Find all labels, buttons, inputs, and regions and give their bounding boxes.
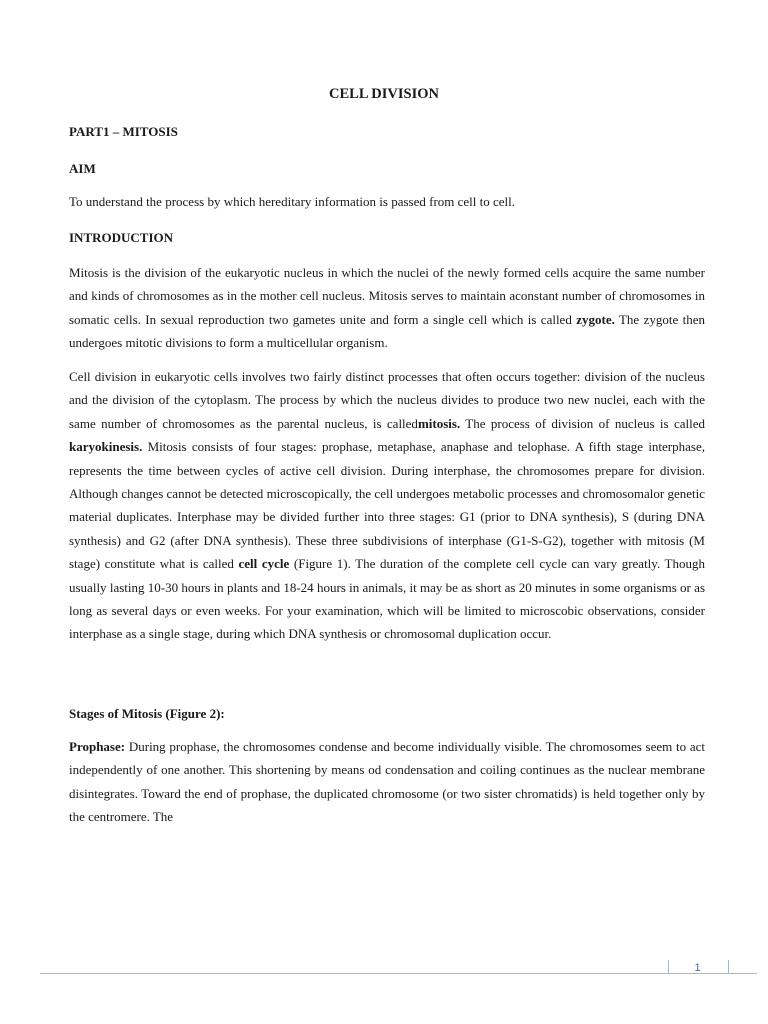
prophase-text: During prophase, the chromosomes condense and become individually visible. The chromosomes seem to act independently of one another. This shortening by means od condensation and coiling continues as the nuclear membrane disintegrates. Toward the end of prophase, the duplicated chromosome (or two sister chromatids) is held together only by the centromere. The [69,739,705,825]
aim-heading: AIM [69,161,96,176]
prophase-label: Prophase: [69,739,126,754]
introduction-heading: INTRODUCTION [69,230,174,245]
cell-cycle-term: cell cycle [238,556,290,572]
karyokinesis-term: karyokinesis. [69,439,143,455]
part-heading: PART1 – MITOSIS [69,124,178,139]
intro-p2-text-c: The process of division of nucleus is called [460,415,705,431]
zygote-term: zygote. [576,311,615,327]
document-title: CELL DIVISION [329,86,439,102]
intro-p2-text-a: Cell division in eukaryotic cells involves two fairly distinct processes that often occurs together: division of the nucleus and the division of the cytoplasm. The process by which the nucleus divides to produce two new nuclei, each with the same number of chromosomes as the parental nucleus, is called [69,369,705,431]
prophase-paragraph [69,735,705,829]
footer-rule-right [727,973,757,974]
introduction-paragraph-1 [69,261,705,355]
stages-of-mitosis-heading: Stages of Mitosis (Figure 2): [69,706,225,721]
footer-rule-left [40,973,668,974]
introduction-paragraph-2 [69,365,705,646]
page-number: 1 [694,962,701,974]
intro-p2-text-e: (Figure 1). The duration of the complete cell cycle can vary greatly. Though usually lasting 10-30 hours in plants and 18-24 hours in animals, it may be as short as 20 minutes in some organisms or as long as several days or even weeks. For your examination, which will be limited to microscobic observations, consider interphase as a single stage, during which DNA synthesis or chromosomal duplication occur. [69,556,705,642]
aim-paragraph: To understand the process by which hereditary information is passed from cell to cell. [69,194,516,209]
intro-p1-text-a: Mitosis is the division of the eukaryotic nucleus in which the nuclei of the newly formed cells acquire the same number and kinds of chromosomes as in the mother cell nucleus. Mitosis serves to maintain aconstant number of chromosomes in somatic cells. In sexual reproduction two gametes unite and form a single cell which is called [69,265,705,327]
intro-p2-text-d: Mitosis consists of four stages: prophase, metaphase, anaphase and telophase. A fifth stage interphase, represents the time between cycles of active cell division. During interphase, the chromosomes prepare for division. Although changes cannot be detected microscopically, the cell undergoes metabolic processes and chromosomalor genetic material duplicates. Interphase may be divided further into three stages: G1 (prior to DNA synthesis), S (during DNA synthesis) and G2 (after DNA synthesis). These three subdivisions of interphase (G1-S-G2), together with mitosis (M stage) constitute what is called [69,439,705,572]
intro-p1-text-c: The zygote then undergoes mitotic divisions to form a multicellular organism. [69,311,705,351]
mitosis-term: mitosis. [417,415,461,431]
